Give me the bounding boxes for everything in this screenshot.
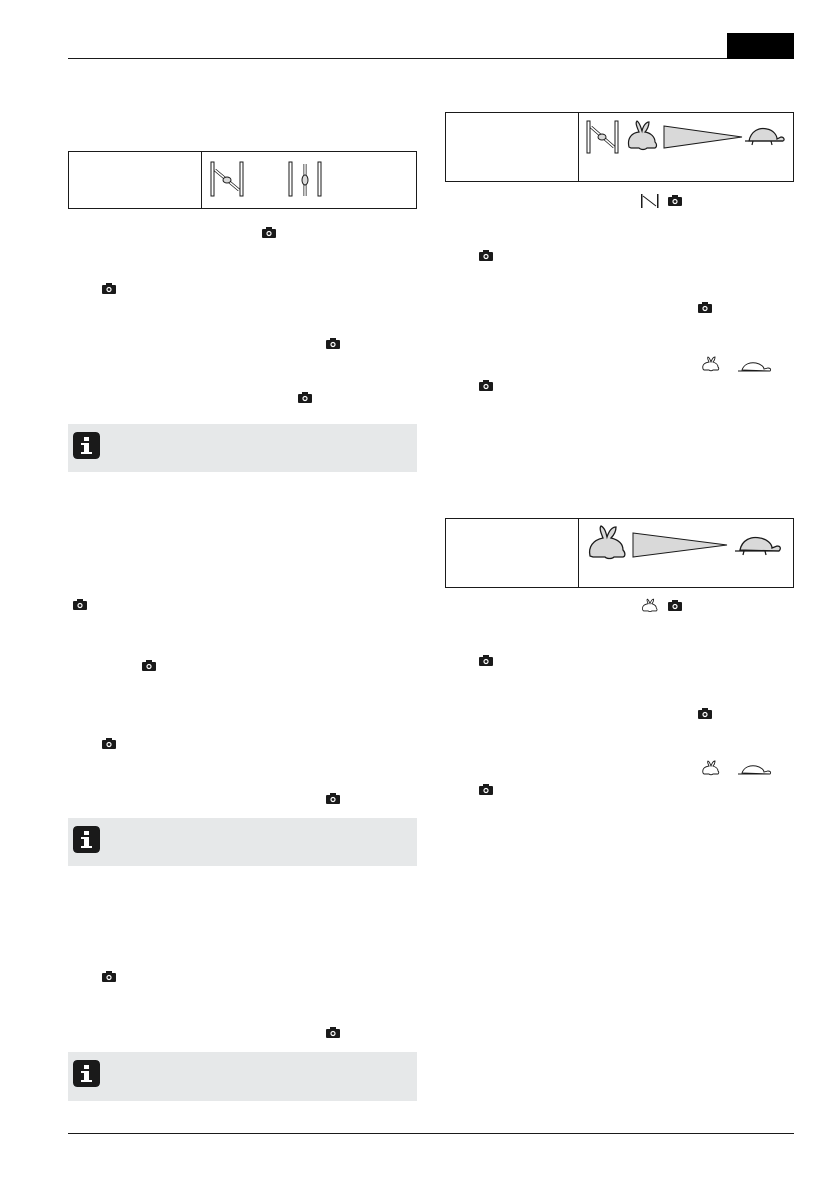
camera-icon <box>262 227 276 238</box>
camera-icon <box>698 302 712 313</box>
aperture-icon <box>640 193 660 209</box>
rabbit-icon <box>640 598 660 613</box>
camera-icon <box>479 784 493 795</box>
camera-icon <box>698 708 712 719</box>
info-note <box>68 424 417 472</box>
speed-wedge <box>663 125 743 149</box>
rabbit-icon <box>623 119 661 153</box>
camera-icon <box>298 392 312 403</box>
aperture-closed-icon <box>287 160 323 200</box>
camera-icon <box>479 655 493 666</box>
camera-icon <box>73 599 87 610</box>
aperture-speed-box-divider <box>578 113 579 181</box>
footer-rule <box>68 1133 794 1134</box>
chapter-tab <box>727 33 794 59</box>
turtle-icon <box>736 763 772 777</box>
camera-icon <box>326 793 340 804</box>
info-note <box>68 1052 417 1101</box>
camera-icon <box>102 738 116 749</box>
info-note <box>68 818 417 866</box>
speed-box-divider <box>578 519 579 587</box>
rabbit-icon <box>584 523 632 563</box>
camera-icon <box>479 250 493 261</box>
camera-icon <box>142 660 156 671</box>
info-icon <box>73 1060 100 1087</box>
info-icon <box>73 432 100 459</box>
aperture-icon <box>586 119 620 155</box>
turtle-icon <box>736 360 772 374</box>
info-icon <box>73 826 100 853</box>
camera-icon <box>668 600 682 611</box>
camera-icon <box>102 971 116 982</box>
aperture-open-icon <box>209 160 245 200</box>
turtle-icon <box>743 125 785 147</box>
control-box-divider <box>201 152 202 208</box>
speed-wedge <box>632 532 728 558</box>
speed-box <box>445 518 794 588</box>
camera-icon <box>326 1027 340 1038</box>
turtle-icon <box>732 533 782 557</box>
rabbit-icon <box>700 760 722 776</box>
camera-icon <box>102 283 116 294</box>
camera-icon <box>326 338 340 349</box>
header-rule <box>68 58 727 59</box>
control-box-left <box>68 151 417 209</box>
camera-icon <box>668 195 682 206</box>
camera-icon <box>479 380 493 391</box>
rabbit-icon <box>700 356 722 372</box>
aperture-speed-box <box>445 112 794 182</box>
